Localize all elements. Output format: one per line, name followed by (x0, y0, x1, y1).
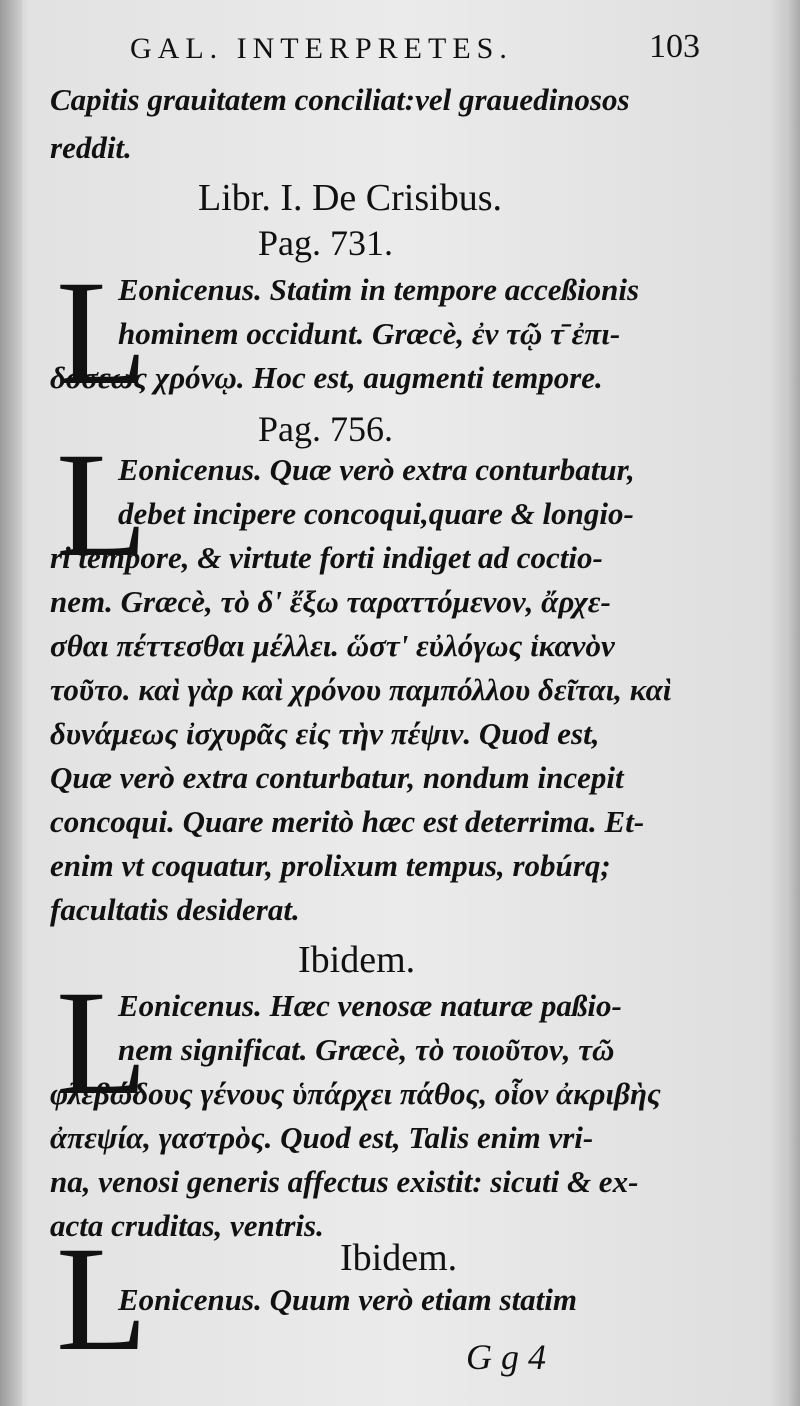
text-line: ἀπεψία, γαστρὸς. Quod est, Talis enim vri- (50, 1120, 594, 1155)
text-line: enim vt coquatur, prolixum tempus, robúrq; (50, 848, 611, 883)
text-line: Quæ verò extra conturbatur, nondum incepit (50, 760, 624, 795)
page-number: 103 (649, 28, 700, 65)
drop-cap: L (56, 422, 148, 588)
text-line: facultatis desiderat. (50, 892, 300, 927)
text-line: hominem occidunt. Græcè, ἐν τῷ τ̄ ἐπι- (118, 316, 621, 351)
page-edge (786, 0, 800, 1406)
running-head-title: GAL. INTERPRETES. (130, 32, 513, 65)
text-line: Eonicenus. Quum verò etiam statim (118, 1282, 578, 1317)
section-heading: Ibidem. (298, 939, 416, 981)
text-line: nem. Græcè, τὸ δ' ἔξω ταραττόμενον, ἄρχε- (50, 584, 611, 619)
book-gutter (0, 0, 22, 1406)
text-line: δόσεως χρόνῳ. Hoc est, augmenti tempore. (50, 360, 603, 395)
page-reference: Pag. 731. (258, 223, 393, 263)
drop-cap: L (56, 1216, 148, 1382)
running-head (130, 24, 700, 74)
text-line: τοῦτο. καὶ γὰρ καὶ χρόνου παμπόλλου δεῖται, καὶ (50, 672, 672, 707)
text-line: acta cruditas, ventris. (50, 1208, 324, 1243)
text-line: Capitis grauitatem conciliat:vel grauedinosos (50, 82, 630, 117)
signature-mark: G g 4 (466, 1337, 546, 1377)
drop-cap: L (56, 250, 148, 416)
text-line: δυνάμεως ἰσχυρᾶς εἰς τὴν πέψιν. Quod est, (50, 716, 600, 751)
text-line: concoqui. Quare meritò hæc est deterrima. Et- (50, 804, 645, 839)
page-reference: Pag. 756. (258, 409, 393, 449)
text-line: nem significat. Græcè, τὸ τοιοῦτον, τῶ (118, 1032, 615, 1067)
text-line: Eonicenus. Statim in tempore acceßionis (118, 272, 640, 307)
text-line: σθαι πέττεσθαι μέλλει. ὥστ' εὐλόγως ἱκανὸν (50, 628, 615, 663)
drop-cap: L (56, 960, 148, 1126)
section-heading: Libr. I. De Crisibus. (198, 177, 502, 219)
text-line: reddit. (50, 130, 132, 165)
text-line: Eonicenus. Quæ verò extra conturbatur, (118, 452, 635, 487)
text-line: φλεβώδους γένους ὑπάρχει πάθος, οἷον ἀκριβὴς (50, 1076, 661, 1111)
text-line: ri tempore, & virtute forti indiget ad coctio- (50, 540, 603, 575)
text-line: Eonicenus. Hæc venosæ naturæ paßio- (118, 988, 622, 1023)
text-line: debet incipere concoqui,quare & longio- (118, 496, 634, 531)
text-line: na, venosi generis affectus existit: sicuti & ex- (50, 1164, 639, 1199)
section-heading: Ibidem. (340, 1237, 458, 1279)
